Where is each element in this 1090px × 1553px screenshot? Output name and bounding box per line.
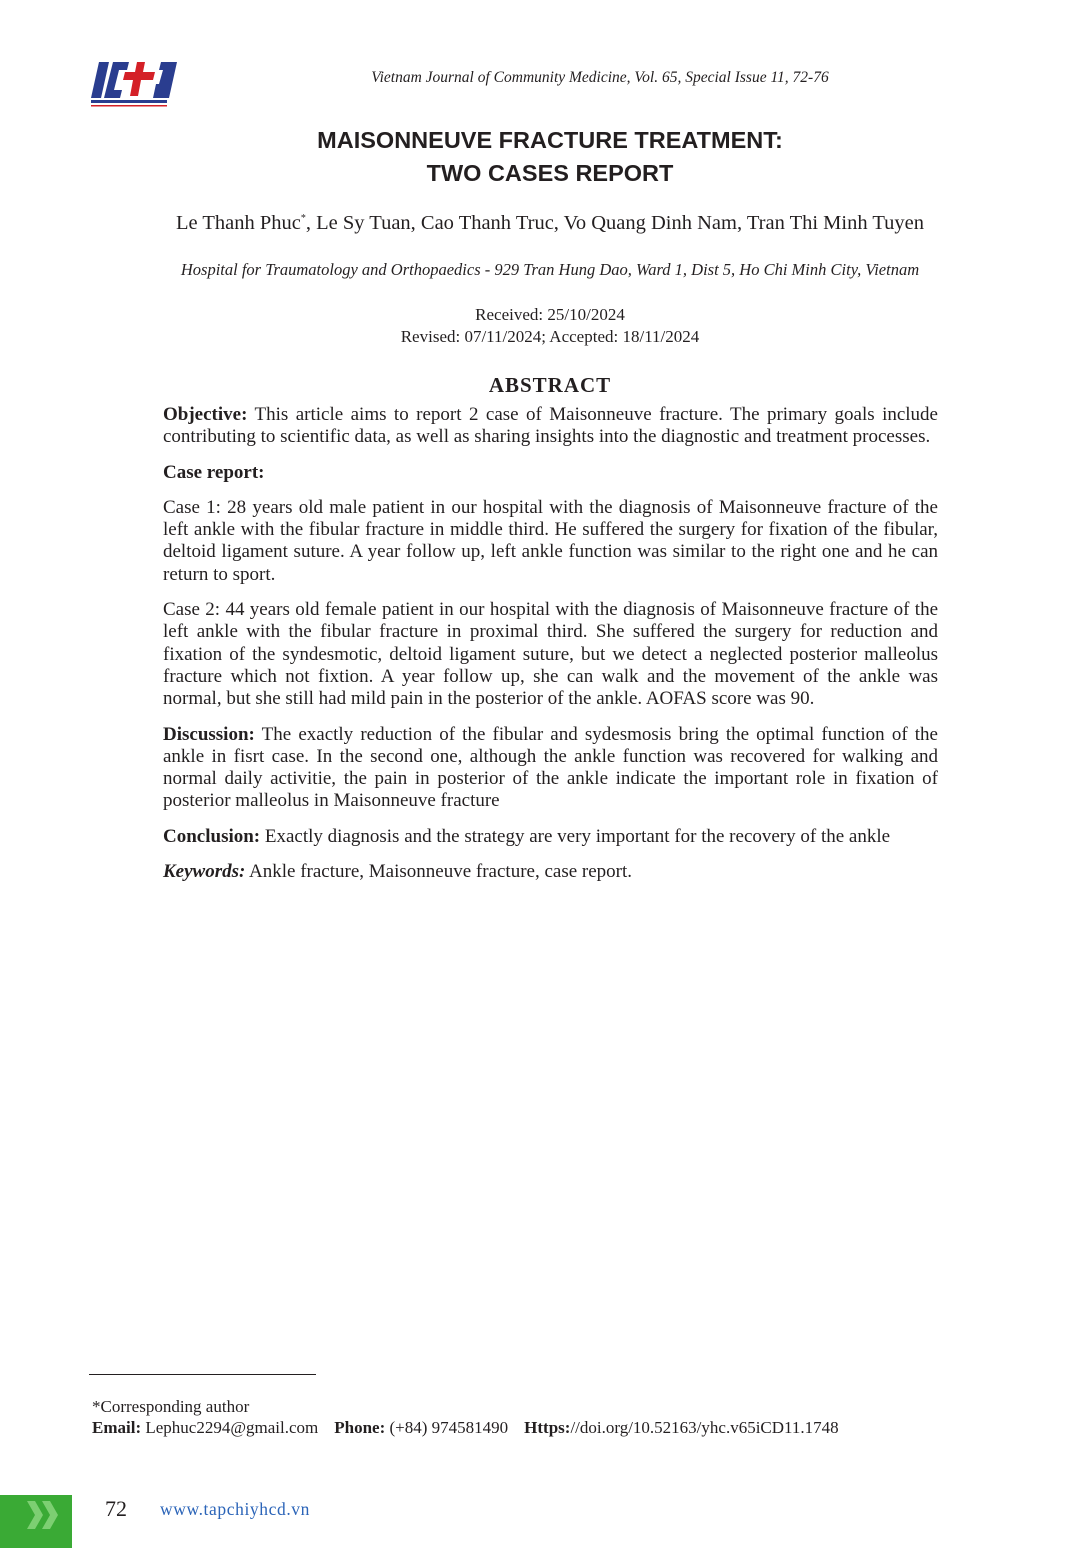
article-title-line1: MAISONNEUVE FRACTURE TREATMENT: [317,127,783,153]
objective-paragraph [163,404,938,449]
keywords-text: Ankle fracture, Maisonneuve fracture, case report. [245,861,633,883]
case-report-heading: Case report: [163,461,265,483]
abstract-heading: ABSTRACT [488,373,612,397]
corresponding-author-note: *Corresponding author [92,1397,250,1416]
keywords-paragraph [163,861,938,883]
revised-accepted-date: Revised: 07/11/2024; Accepted: 18/11/2024 [400,327,700,346]
authors [0,212,1090,235]
discussion-text: The exactly reduction of the fibular and sydesmosis bring the optimal function of the ankle in fisrt case. In the second one, although the ankle function was recovered for walking and normal daily activitie, the pain in posterior of the ankle indicate the important role in fixation of posterior malleolus in Maisonneuve fracture [163,723,938,812]
article-title-line2: TWO CASES REPORT [426,160,674,186]
discussion-paragraph [163,724,938,813]
double-chevron-icon [0,1495,72,1548]
footnote [92,1396,839,1438]
affiliation: Hospital for Traumatology and Orthopaedics - 929 Tran Hung Dao, Ward 1, Dist 5, Ho Chi Minh City, Vietnam [180,260,920,279]
phone-value: (+84) 974581490 [385,1418,509,1437]
abstract-body [163,404,938,896]
conclusion-text: Exactly diagnosis and the strategy are very important for the recovery of the ankle [260,825,891,847]
objective-label: Objective: [163,404,248,425]
doi-label: Https: [524,1418,571,1437]
contact-line [92,1417,839,1438]
conclusion-label: Conclusion: [163,825,261,847]
page-tab-marker [0,1495,72,1548]
website-link[interactable]: www.tapchiyhcd.vn [160,1499,311,1519]
corresponding-mark: * [300,213,306,225]
author-rest: , Le Sy Tuan, Cao Thanh Truc, Vo Quang Dinh Nam, Tran Thi Minh Tuyen [305,212,924,234]
ich-logo [89,60,179,110]
footnote-divider [89,1374,316,1375]
email-value[interactable]: Lephuc2294@gmail.com [141,1418,319,1437]
objective-text: This article aims to report 2 case of Maisonneuve fracture. The primary goals include contributing to scientific data, as well as sharing insights into the diagnostic and treatment processes. [163,404,938,448]
phone-label: Phone: [334,1418,386,1437]
case1-paragraph: Case 1: 28 years old male patient in our hospital with the diagnosis of Maisonneuve fracture of the left ankle with the fibular fracture in middle third. He suffered the surgery for fixation of the fibular, deltoid ligament suture. A year follow up, left ankle function was similar to the right one and he can return to sport. [163,496,938,585]
page-number: 72 [105,1496,127,1521]
journal-citation: Vietnam Journal of Community Medicine, Vol. 65, Special Issue 11, 72-76 [371,69,829,86]
received-date: Received: 25/10/2024 [475,305,625,324]
case-report-label [163,462,938,484]
author-first: Le Thanh Phuc [175,212,301,234]
conclusion-paragraph [163,826,938,848]
discussion-label: Discussion: [163,723,255,745]
case2-paragraph: Case 2: 44 years old female patient in our hospital with the diagnosis of Maisonneuve fracture of the left ankle with the fibular fracture in proximal third. She suffered the surgery for reduction and fixation of the syndesmotic, deltoid ligament suture, but we detect a neglected posterior malleolus fracture which not fixtion. A year follow up, she can walk and the movement of the ankle was normal, but she still had mild pain in the posterior of the ankle. AOFAS score was 90. [163,599,938,710]
doi-link[interactable]: //doi.org/10.52163/yhc.v65iCD11.1748 [570,1418,839,1437]
email-label: Email: [92,1418,142,1437]
keywords-label: Keywords: [163,861,246,883]
